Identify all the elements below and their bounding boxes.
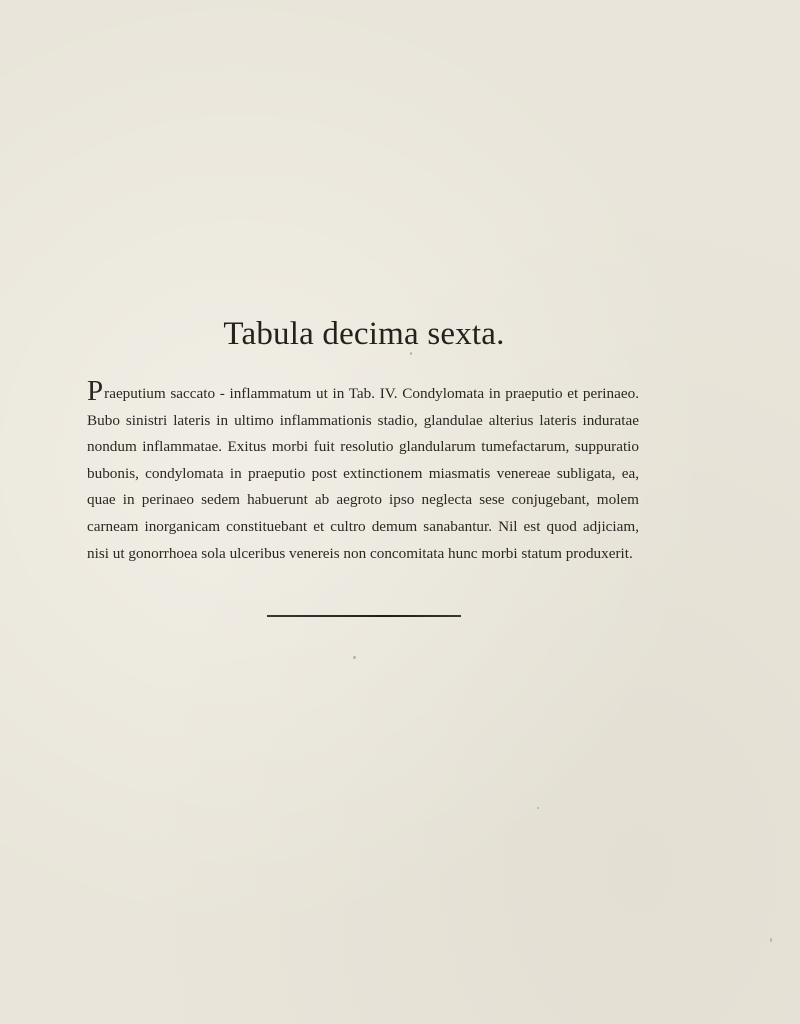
description-text: raeputium saccato - inflammatum ut in Tab. IV. Condylomata in praeputio et perinaeo. Bubo sinistri lateris in ultimo inflammationis stadio, glandulae alterius lateris induratae nondum inflammatae. Exitus morbi fuit resolutio glandularum tumefactarum, suppuratio bubonis, condylomata in praeputio post extinctionem miasmatis venereae subligata, ea, quae in perinaeo sedem habuerunt ab aegroto ipso neglecta sese conjugebant, molem carneam inorganicam constituebant et cultro demum sanabantur. Nil est quod adjiciam, nisi ut gonorrhoea sola ulceribus venereis non concomitata hunc morbi statum produxerit. xyxy=(87,385,639,562)
paper-speck xyxy=(410,352,412,355)
plate-title: Tabula decima sexta. xyxy=(223,316,505,352)
paper-speck xyxy=(537,807,539,809)
paper-speck xyxy=(770,938,772,942)
drop-initial: P xyxy=(87,375,104,407)
closing-rule xyxy=(267,615,461,617)
paper-speck xyxy=(353,656,356,659)
plate-description xyxy=(87,375,639,567)
